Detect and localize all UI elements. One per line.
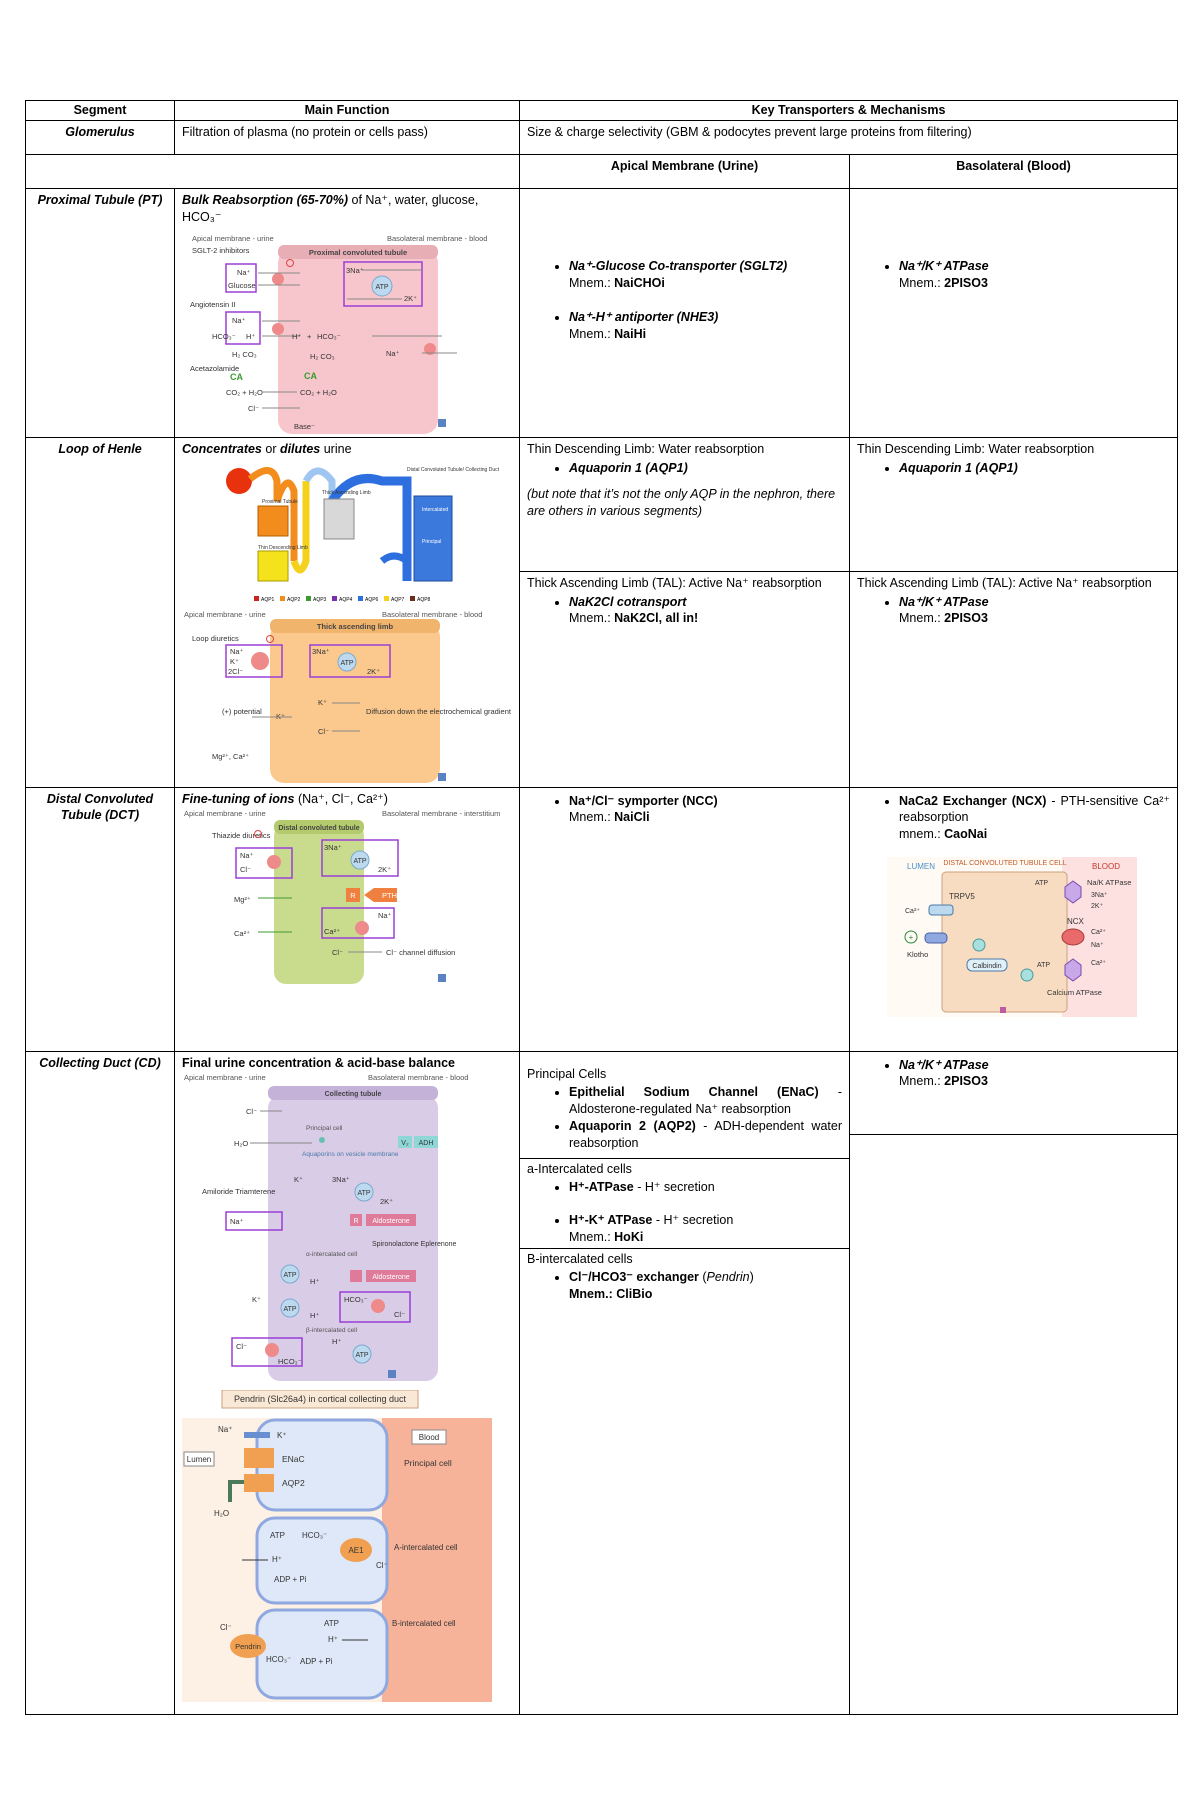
cd2-a-cell-label: A-intercalated cell [394, 1543, 458, 1553]
pt-nhe3-name: Na⁺-H⁺ antiporter (NHE3) [569, 309, 719, 324]
loh-thin-note: (but note that it’s not the only AQP in the nephron, there are others in various segments) [527, 487, 836, 519]
loh-thin-baso-item: • Aquaporin 1 (AQP1) [899, 460, 1170, 477]
header-row [26, 101, 1178, 121]
dct-fig-ca-in: Ca²⁺ [324, 927, 341, 937]
cd2-enac-icon [244, 1448, 274, 1468]
cd-pendrin-transporter-icon [265, 1343, 279, 1357]
pt-fig-apical: Apical membrane - urine [192, 233, 274, 243]
pt-fig-ca: CA [230, 371, 243, 382]
mechanism-glomerulus: Size & charge selectivity (GBM & podocytes prevent large proteins from filtering) [520, 120, 1178, 154]
dct-ncc-transporter-icon [267, 855, 281, 869]
cd2-aqp2-icon [244, 1474, 274, 1492]
summary-table [25, 100, 1178, 1715]
cd-fig-alpha: α-intercalated cell [306, 1251, 358, 1259]
dct-zoom-icon [438, 974, 446, 982]
pt-fig-hco3: HCO₃⁻ [212, 331, 236, 341]
dct2-na3: 3Na⁺ [1091, 892, 1108, 900]
dct-fig-pth: PTH [382, 891, 397, 901]
pt-fig-base: Base⁻ [294, 421, 316, 431]
subheader-apical: Apical Membrane (Urine) [520, 154, 850, 188]
dct-fig-atp: ATP [353, 858, 367, 866]
loh-fig-diuretics: Loop diuretics [192, 633, 239, 643]
pt-fig-atp: ATP [375, 283, 389, 291]
cd-fig-aquaporins: Aquaporins on vesicle membrane [302, 1151, 399, 1159]
dct2-blood: BLOOD [1092, 862, 1121, 872]
cd-baso-item: • Na⁺/K⁺ ATPase Mnem.: 2PISO3 [899, 1057, 1170, 1091]
cd-fig-h: H⁺ [310, 1277, 320, 1287]
dct-baso-cell [850, 787, 1178, 1051]
dct2-klotho-icon [925, 933, 947, 943]
dct2-ca-bound-icon [1021, 969, 1033, 981]
pt-fig-cl: Cl⁻ [248, 403, 260, 413]
subheader-row [26, 154, 1178, 188]
cd-fig-k-alpha: K⁺ [252, 1295, 261, 1305]
row-collecting-duct [26, 1051, 1178, 1714]
cd-fig-na3: 3Na⁺ [332, 1175, 350, 1185]
cd-fig-na: Na⁺ [230, 1217, 244, 1227]
cd2-h2: H⁺ [328, 1635, 338, 1645]
pt-zoom-icon [438, 419, 446, 427]
loh-fig-atp: ATP [340, 659, 354, 667]
loh-fig-2k: 2K⁺ [367, 666, 381, 676]
cd-alpha-list [527, 1179, 842, 1246]
dct-fig-cl: Cl⁻ [240, 865, 252, 875]
pt-apical-item-1 [569, 258, 842, 292]
loh-function-end: urine [320, 441, 352, 456]
dct2-nak: Na/K ATPase [1087, 878, 1132, 888]
function-glomerulus: Filtration of plasma (no protein or cells pass) [175, 120, 520, 154]
cd-principal-section [520, 1052, 849, 1158]
dct2-lumen: LUMEN [907, 862, 936, 872]
cd2-adp: ADP + Pi [274, 1575, 307, 1585]
cd-fig-hco3: HCO₃⁻ [344, 1295, 368, 1305]
cd-diagram [182, 1074, 512, 1384]
loh-fig-title: Thick ascending limb [316, 621, 394, 631]
pt-fig-baso: Basolateral membrane - blood [387, 233, 488, 243]
loh-function-mid: or [261, 441, 280, 456]
cd-zoom-icon [388, 1370, 396, 1378]
loh-fig-na3: 3Na⁺ [312, 646, 330, 656]
pt-nhe3-mnem: Mnem.: NaiHi [569, 326, 647, 341]
function-proximal-tubule [175, 188, 520, 437]
dct-apical-cell [520, 787, 850, 1051]
segment-glomerulus: Glomerulus [26, 120, 175, 154]
cd-beta-title: B-intercalated cells [527, 1251, 633, 1266]
cd-fig-aldosterone: Aldosterone [372, 1218, 410, 1226]
pt-baso-item [899, 258, 1170, 292]
dct2-ca: Ca²⁺ [905, 908, 920, 916]
cd2-hco3: HCO₃⁻ [302, 1531, 328, 1541]
cd-fig-aldosterone-2: Aldosterone [372, 1274, 410, 1282]
cd-alpha-section [520, 1158, 849, 1248]
cd-fig-k: K⁺ [294, 1175, 303, 1185]
pt-fig-k2: 2K⁺ [404, 293, 418, 303]
cd-fig-atp3: ATP [283, 1306, 297, 1314]
pt-diagram [182, 229, 512, 434]
pt-fig-glucose: Glucose [228, 280, 256, 290]
cd-apical-cell [520, 1051, 850, 1714]
loh-fig-k: K⁺ [230, 656, 239, 666]
segment-loop-of-henle: Loop of Henle [26, 437, 175, 787]
svg-text:AQP2: AQP2 [287, 596, 301, 603]
loh-tal-diagram [182, 609, 512, 784]
dct2-ncx-icon [1062, 929, 1084, 945]
loh-fig-cl: Cl⁻ [318, 726, 330, 736]
loh-baso-cell [850, 437, 1178, 787]
dct-fig-thiazide: Thiazide diuretics [212, 831, 271, 841]
header-key-transporters: Key Transporters & Mechanisms [520, 101, 1178, 121]
cd-hatpase-item: • H⁺-ATPase - H⁺ secretion [569, 1179, 842, 1196]
dct-fig-cl-bottom: Cl⁻ [332, 948, 344, 958]
svg-text:AQP1: AQP1 [261, 596, 275, 603]
dct-fig-channel: Cl⁻ channel diffusion [386, 948, 456, 958]
pt-fig-na-baso: Na⁺ [386, 348, 400, 358]
cd2-lumen: Lumen [186, 1455, 212, 1465]
pt-fig-h: H⁺ [246, 331, 256, 341]
dct2-calbindin: Calbindin [972, 963, 1002, 971]
loh-nkcc-transporter-icon [251, 652, 269, 670]
loh-fig-na: Na⁺ [230, 646, 244, 656]
loh-zoom-icon [438, 773, 446, 781]
pt-fig-title: Proximal convoluted tubule [308, 247, 408, 257]
loh-thin-apical-list [527, 460, 842, 477]
cd-fig-baso: Basolateral membrane - blood [368, 1074, 469, 1083]
cd-baso-divider [850, 1134, 1177, 1135]
cd-fig-h2: H⁺ [310, 1311, 320, 1321]
dct-function-rest: (Na⁺, Cl⁻, Ca²⁺) [294, 791, 388, 806]
pt-sglt2-mnem: Mnem.: NaiCHOi [569, 275, 665, 290]
cd-fig-title: Collecting tubule [324, 1091, 382, 1099]
pt-sglt2-transporter-icon [272, 273, 284, 285]
loh-function-b2: dilutes [279, 441, 321, 456]
pt-fig-plus: + [307, 331, 312, 341]
dct-ncx-transporter-icon [355, 921, 369, 935]
loh-fig-k-baso: K⁺ [318, 697, 327, 707]
pt-apical-cell [520, 188, 850, 437]
loh-thin-baso-list [857, 460, 1170, 477]
dct-apical-item: • Na⁺/Cl⁻ symporter (NCC) Mnem.: NaiCli [569, 793, 842, 827]
row-glomerulus [26, 120, 1178, 154]
pt-nak-mnem: Mnem.: 2PISO3 [899, 275, 988, 290]
loh-tal-baso-title: Thick Ascending Limb (TAL): Active Na⁺ reabsorption [857, 575, 1152, 590]
dct2-ca-out: Ca²⁺ [1091, 929, 1106, 937]
dct-baso-list [857, 793, 1170, 844]
dct-fig-r: R [350, 891, 356, 901]
loh-tal-apical [520, 571, 849, 628]
row-dct [26, 787, 1178, 1051]
svg-text:AQP6: AQP6 [365, 596, 379, 603]
loh-fig-thin: Thin Descending Limb [258, 544, 308, 551]
loh-fig-intercalated: Intercalated [422, 506, 449, 513]
loh-thin-apical-item: • Aquaporin 1 (AQP1) [569, 460, 842, 477]
dct2-ca-out2: Ca²⁺ [1091, 960, 1106, 968]
function-dct [175, 787, 520, 1051]
cd2-k: K⁺ [277, 1431, 287, 1441]
cd-beta-section [520, 1248, 849, 1308]
svg-text:AQP7: AQP7 [391, 596, 405, 603]
pt-fig-h2co3-cell: H₂ CO₃ [310, 351, 335, 361]
pt-apical-item-2 [569, 309, 842, 343]
cd-ae1-transporter-icon [371, 1299, 385, 1313]
loh-tal-baso-list [857, 594, 1170, 628]
cd-function: Final urine concentration & acid-base balance [182, 1055, 455, 1070]
cd-fig-apical: Apical membrane - urine [184, 1074, 266, 1083]
loh-tal-baso [850, 571, 1177, 628]
cd2-h: H⁺ [272, 1555, 282, 1565]
loh-thin-apical [520, 438, 849, 571]
loh-tal-baso-item: • Na⁺/K⁺ ATPase Mnem.: 2PISO3 [899, 594, 1170, 628]
row-proximal-tubule [26, 188, 1178, 437]
loh-tal-apical-list [527, 594, 842, 628]
loh-fig-thick: Thick Ascending Limb [322, 489, 371, 496]
loh-function-b1: Concentrates [182, 441, 262, 456]
loh-fig-k-only: K⁺ [276, 711, 285, 721]
svg-text:AQP3: AQP3 [313, 596, 327, 603]
pt-fig-angiotensin: Angiotensin II [190, 299, 236, 309]
cd2-nak-icon [244, 1432, 270, 1438]
cd2-aqp2: AQP2 [282, 1478, 305, 1489]
pt-fig-acetazolamide: Acetazolamide [190, 363, 240, 373]
loh-fig-potential: (+) potential [222, 706, 262, 716]
cd-fig-principal: Principal cell [306, 1125, 343, 1133]
loh-thin-cell [258, 551, 288, 581]
pt-baso-cell [850, 188, 1178, 437]
cd-fig-atp1: ATP [357, 1190, 371, 1198]
cd-fig-beta: β-intercalated cell [306, 1327, 358, 1335]
pt-baso-list [857, 258, 1170, 292]
cd2-hco3-2: HCO₃⁻ [266, 1655, 292, 1665]
subheader-basolateral: Basolateral (Blood) [850, 154, 1178, 188]
dct2-junction-icon [1000, 1007, 1006, 1013]
cd2-adp2: ADP + Pi [300, 1657, 333, 1667]
pt-fig-na: Na⁺ [237, 267, 251, 277]
cd-aqp2-item: • Aquaporin 2 (AQP2) - ADH-dependent water reabsorption [569, 1118, 842, 1152]
cd2-na: Na⁺ [218, 1425, 233, 1435]
cd-fig-2k: 2K⁺ [380, 1197, 394, 1207]
pt-nhe3-transporter-icon [272, 323, 284, 335]
cd2-enac: ENaC [282, 1454, 305, 1465]
cd-hk-item: • H⁺-K⁺ ATPase - H⁺ secretion Mnem.: HoKi [569, 1212, 842, 1246]
dct2-klotho: Klotho [907, 950, 929, 960]
dct2-atp1: ATP [1035, 880, 1049, 888]
pt-fig-sglt2: SGLT-2 inhibitors [192, 245, 250, 255]
cd-fig-v2: V₂ [401, 1140, 409, 1148]
function-loop-of-henle [175, 437, 520, 787]
cd-fig-cl-top: Cl⁻ [246, 1107, 258, 1117]
loh-glomerulus-icon [226, 468, 252, 494]
header-segment: Segment [26, 101, 175, 121]
cd-baso-list [857, 1057, 1170, 1091]
dct2-ca-vesicle-icon [973, 939, 985, 951]
dct-fig-na3: 3Na⁺ [324, 843, 342, 853]
dct2-plus: + [908, 933, 914, 943]
loh-thin-baso-title: Thin Descending Limb: Water reabsorption [857, 441, 1095, 456]
pt-apical-list [527, 258, 842, 343]
dct-function-bi: Fine-tuning of ions [182, 791, 295, 806]
dct2-na-in: Na⁺ [1091, 942, 1104, 950]
cd-fig-r: R [353, 1218, 359, 1226]
loh-nephron-diagram [182, 461, 512, 606]
svg-text:AQP8: AQP8 [417, 596, 431, 603]
dct-fig-baso: Basolateral membrane - interstitium [382, 810, 501, 819]
dct2-trpv5: TRPV5 [949, 892, 975, 902]
dct2-atp2: ATP [1037, 962, 1051, 970]
loh-fig-baso: Basolateral membrane - blood [382, 609, 483, 619]
loh-fig-proximal: Proximal Tubule [262, 498, 298, 505]
segment-proximal-tubule: Proximal Tubule (PT) [26, 188, 175, 437]
loh-fig-apical: Apical membrane - urine [184, 609, 266, 619]
pt-fig-h2co3: H₂ CO₃ [232, 349, 257, 359]
pt-fig-co2h2o-cell: CO₂ + H₂O [300, 387, 337, 397]
pt-nak-name: Na⁺/K⁺ ATPase [899, 258, 989, 273]
cd-alpha-title: a-Intercalated cells [527, 1161, 632, 1176]
cd2-b-cell-label: B-intercalated cell [392, 1619, 456, 1629]
loh-thin-apical-title: Thin Descending Limb: Water reabsorption [527, 441, 765, 456]
cd-fig-amiloride: Amiloride Triamterene [202, 1187, 276, 1197]
loh-aqp-legend [254, 596, 431, 603]
segment-collecting-duct: Collecting Duct (CD) [26, 1051, 175, 1714]
dct2-k2: 2K⁺ [1091, 903, 1104, 911]
dct-fig-apical: Apical membrane - urine [184, 810, 266, 819]
cd-enac-item: • Epithelial Sodium Channel (ENaC) - Aldosterone-regulated Na⁺ reabsorption [569, 1084, 842, 1118]
loh-fig-2cl: 2Cl⁻ [228, 666, 244, 676]
dct2-ncx: NCX [1067, 917, 1084, 927]
cd2-h2o: H₂O [214, 1509, 230, 1519]
dct-fig-ca: Ca²⁺ [234, 929, 251, 939]
cd-fig-atp4: ATP [355, 1352, 369, 1360]
header-main-function: Main Function [175, 101, 520, 121]
loh-apical-cell [520, 437, 850, 787]
loh-tal-apical-item: • NaK2Cl cotransport Mnem.: NaK2Cl, all in! [569, 594, 842, 628]
cd-fig-h2o: H₂O [234, 1139, 249, 1149]
segment-dct: Distal Convoluted Tubule (DCT) [26, 787, 175, 1051]
cd2-cl: Cl⁻ [376, 1561, 388, 1571]
dct-diagram [182, 810, 512, 985]
cd-fig-spiro: Spironolactone Eplerenone [372, 1241, 457, 1249]
dct2-cell: DISTAL CONVOLUTED TUBULE CELL [943, 860, 1067, 868]
dct2-calcium-atpase: Calcium ATPase [1047, 988, 1102, 998]
cd2-blood: Blood [418, 1433, 440, 1443]
cd2-title: Pendrin (Slc26a4) in cortical collecting duct [233, 1394, 407, 1405]
pt-function-rest: of Na⁺, water, glucose, HCO₃⁻ [182, 192, 479, 224]
dct-fig-mg: Mg²⁺ [234, 895, 251, 905]
cd-fig-cl-beta: Cl⁻ [236, 1342, 248, 1352]
cd-fig-cl: Cl⁻ [394, 1310, 406, 1320]
dct2-trpv5-icon [929, 905, 953, 915]
pt-fig-ca-cell: CA [304, 370, 317, 381]
cd2-atp: ATP [270, 1531, 285, 1541]
loh-tal-cell [324, 499, 354, 539]
cd-principal-list [527, 1084, 842, 1152]
cd2-pendrin: Pendrin [235, 1642, 261, 1652]
loh-fig-mgca: Mg²⁺, Ca²⁺ [212, 751, 250, 761]
pt-fig-hco3-cell: HCO₃⁻ [317, 331, 341, 341]
cd2-cl2: Cl⁻ [220, 1623, 232, 1633]
cd-fig-hco3-beta: HCO₃⁻ [278, 1357, 302, 1367]
pt-fig-na3: 3Na⁺ [346, 265, 364, 275]
cd2-atp2: ATP [324, 1619, 339, 1629]
pt-fig-na2: Na⁺ [232, 315, 246, 325]
pt-function-bold: Bulk Reabsorption (65-70%) [182, 192, 349, 207]
subheader-empty [26, 154, 520, 188]
dct-ncx-diagram [887, 857, 1137, 1017]
cd-receptor-icon-2 [350, 1270, 362, 1282]
dct-fig-na: Na⁺ [240, 851, 254, 861]
cd2-ae1: AE1 [348, 1546, 364, 1556]
dct-apical-list [527, 793, 842, 827]
cd-fig-h-beta: H⁺ [332, 1337, 342, 1347]
cd-pendrin-diagram [182, 1390, 512, 1702]
cd-fig-adh: ADH [418, 1140, 434, 1148]
cd-fig-atp2: ATP [283, 1272, 297, 1280]
cd-principal-title: Principal Cells [527, 1066, 607, 1081]
function-collecting-duct [175, 1051, 520, 1714]
dct-fig-2k: 2K⁺ [378, 865, 392, 875]
cd-beta-list [527, 1269, 842, 1303]
loh-proximal-cell [258, 506, 288, 536]
loh-fig-principal: Principal [422, 538, 442, 545]
cd-pendrin-item: • Cl⁻/HCO3⁻ exchanger (Pendrin) Mnem.: CliBio [569, 1269, 842, 1303]
loh-fig-dct-cd: Distal Convoluted Tubule/ Collecting Duct [407, 466, 499, 473]
loh-fig-diffusion: Diffusion down the electrochemical gradient [366, 706, 511, 716]
svg-text:AQP4: AQP4 [339, 596, 353, 603]
pt-sglt2-name: Na⁺-Glucose Co-transporter (SGLT2) [569, 258, 788, 273]
cd2-b-cell [257, 1610, 387, 1698]
dct-fig-title: Distal convoluted tubule [278, 825, 360, 833]
dct-baso-item: • NaCa2 Exchanger (NCX) - PTH-sensitive Ca²⁺ reabsorption mnem.: CaoNai [899, 793, 1170, 844]
pt-fig-h-cell: H⁺ [292, 331, 302, 341]
row-loop-of-henle [26, 437, 1178, 787]
dct-fig-na-out: Na⁺ [378, 911, 392, 921]
loh-thin-baso [850, 438, 1177, 571]
loh-tal-apical-title: Thick Ascending Limb (TAL): Active Na⁺ reabsorption [527, 575, 822, 590]
pt-fig-co2h2o: CO₂ + H₂O [226, 387, 263, 397]
cd-baso-cell [850, 1051, 1178, 1714]
cd2-principal: Principal cell [404, 1458, 452, 1469]
